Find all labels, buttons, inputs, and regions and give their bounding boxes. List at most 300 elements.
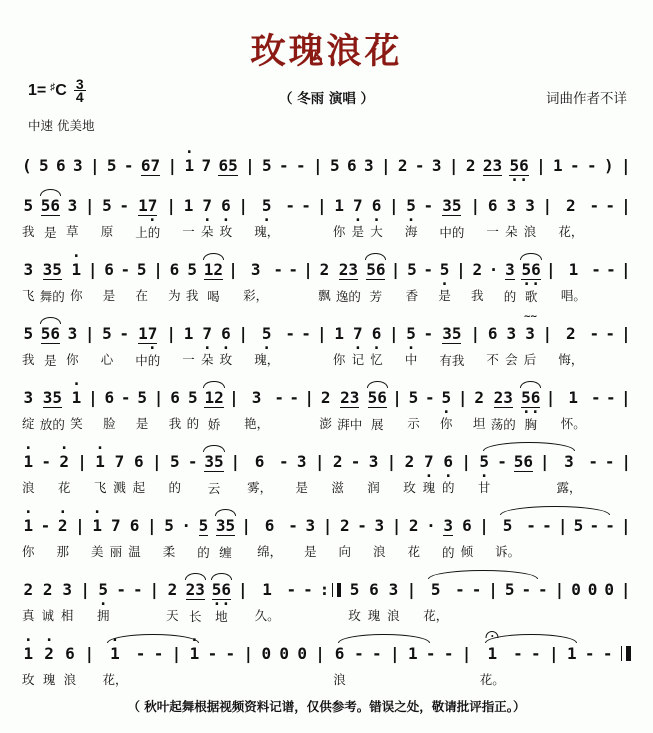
lyric-syllable: 胸 (524, 417, 537, 432)
lyric-syllable: 我 (185, 288, 199, 303)
dash: - (602, 644, 613, 663)
lyric-syllable: 是 (304, 544, 317, 559)
barline: | (243, 644, 254, 663)
lyric-syllable: 那 (56, 544, 69, 559)
barline: | (313, 156, 323, 175)
barline: | (548, 644, 559, 663)
lyric-syllable: 在 (135, 288, 148, 303)
dash: - (423, 196, 434, 215)
note: 5 我 (22, 196, 35, 239)
lyric-syllable: 记 (351, 352, 365, 367)
octave-dot-below: · (440, 275, 450, 293)
octave-dot-below: · (441, 403, 451, 421)
note: 5 玫 (348, 580, 361, 623)
lyric-syllable: 瑰 (367, 608, 381, 623)
dash: - (285, 196, 296, 215)
barline: | (166, 196, 177, 215)
lyric-syllable: 逸的 (335, 289, 361, 304)
note: 35 云 (204, 442, 223, 496)
note: 23 逸的 (335, 260, 361, 304)
note: 12 喝 (204, 250, 223, 304)
octave-dot-below: · (443, 467, 453, 485)
octave-dot-below: · (202, 339, 212, 357)
barline: | (470, 324, 481, 343)
barline: | (546, 260, 556, 279)
note: 5 的 (197, 516, 210, 560)
barline: | (542, 324, 553, 343)
note: 5 我 (185, 260, 199, 303)
slur-arc (520, 381, 541, 388)
lyric-syllable: 放的 (39, 417, 65, 432)
note: 6 · 的 (441, 452, 455, 495)
barline: | (88, 388, 98, 407)
lyric-syllable: 海 (404, 224, 418, 239)
dash: - (120, 388, 131, 407)
barline: | (245, 156, 255, 175)
note: 6 · 大 (370, 196, 383, 239)
octave-dot-below: ·· (522, 275, 541, 293)
lyric-syllable: 起 (132, 480, 146, 495)
barline: | (390, 260, 401, 279)
rest: 0 (279, 644, 290, 663)
time-signature-denominator: 4 (75, 89, 84, 105)
note: 3 草 (66, 196, 79, 239)
note: 6 一 (486, 196, 499, 239)
lyric-syllable: 诉。 (495, 544, 521, 559)
dash: - (531, 644, 541, 663)
slur-arc (215, 509, 236, 516)
slur-arc (40, 317, 61, 324)
lyric-syllable: 溅 (113, 480, 126, 495)
note: 6 倾 (460, 516, 474, 559)
barline: | (621, 260, 631, 279)
lyric-syllable: 你 (440, 416, 453, 431)
note: 56 ·· 歌 (521, 250, 540, 304)
dash: - (443, 644, 454, 663)
note: 56 展 (368, 378, 387, 432)
header-meta (0, 78, 653, 114)
octave-dot-below: · (353, 339, 363, 357)
lyric-syllable: 云 (207, 481, 221, 496)
score-line-7 (22, 503, 631, 560)
slur-arc (185, 573, 206, 580)
lyric-syllable: 飞 (22, 288, 35, 303)
lyric-syllable: 浪 (373, 544, 386, 559)
barline: | (391, 516, 402, 535)
octave-dot-below: · (406, 339, 416, 357)
note: 6 温 (128, 516, 141, 559)
augmentation-dot: · (488, 260, 499, 279)
lyric-syllable: 的 (503, 289, 517, 304)
octave-dot-above: · (110, 631, 120, 649)
lyric-syllable: 真 (22, 608, 35, 623)
lyric-syllable: 怀。 (560, 416, 586, 431)
note: 35 有我 (439, 324, 465, 368)
note: 5 是 (135, 388, 149, 431)
octave-dot-above: · (58, 503, 68, 521)
note: 1 · 笑 (70, 375, 83, 431)
dash: - (471, 580, 482, 599)
note: 5 柔 (162, 516, 176, 559)
barline: | (153, 388, 164, 407)
note: 6 · 玫 (219, 196, 233, 239)
barline: | (303, 260, 313, 279)
lyric-syllable: 天 (166, 608, 179, 623)
lyric-syllable: 为 (168, 288, 181, 303)
octave-dot-above: · (44, 631, 54, 649)
slur-arc (211, 573, 232, 580)
note: 6 瑰 (367, 580, 381, 623)
performer: （ 冬雨 演唱 ） (278, 91, 375, 107)
lyric-syllable: 瑰 (42, 672, 56, 687)
dash: - (423, 260, 434, 279)
barline: | (238, 196, 248, 215)
note: 5 · 是 (438, 260, 451, 303)
note: 3 浪 (523, 196, 537, 239)
lyric-syllable: 草 (66, 224, 79, 239)
dash: - (605, 324, 615, 343)
dash: - (278, 452, 289, 471)
lyric-syllable: 拥 (96, 608, 110, 623)
barline: | (238, 324, 248, 343)
barline: | (457, 388, 468, 407)
lyric-syllable: 飘 (318, 288, 331, 303)
tempo-marking: 中速 优美地 (28, 118, 95, 133)
note: 56 ·· 胸 (521, 378, 540, 432)
dash: - (273, 260, 284, 279)
note: 5 示 (407, 388, 420, 431)
note: 5 · 瑰， (254, 196, 280, 239)
note: 35 舞的 (39, 260, 65, 304)
note: 3 你 (66, 324, 79, 367)
octave-dot-below: · (406, 211, 416, 229)
note: 5 我 (22, 324, 35, 367)
barline: | (388, 196, 399, 215)
barline: | (228, 260, 238, 279)
lyric-syllable: 不 (486, 352, 499, 367)
barline: | (75, 516, 85, 535)
lyric-syllable: 艳， (244, 416, 270, 431)
dash: - (40, 516, 51, 535)
score (22, 143, 631, 687)
octave-dot-below: ·· (510, 171, 529, 189)
slur-arc (367, 381, 388, 388)
dash: - (285, 324, 296, 343)
dash: - (606, 260, 616, 279)
lyric-syllable: 的 (186, 416, 200, 431)
barline: | (620, 156, 631, 175)
score-line-5 (22, 375, 631, 432)
note: 5 香 (405, 260, 419, 303)
note: 6 我 (168, 388, 182, 431)
octave-dot-below: · (138, 339, 157, 357)
dash: - (207, 644, 218, 663)
barline: | (557, 516, 568, 535)
lyric-syllable: 绵， (257, 544, 283, 559)
lyric-syllable: 的 (441, 545, 455, 560)
octave-dot-below: · (372, 339, 382, 357)
lyric-syllable: 笑 (70, 416, 83, 431)
lyric-syllable: 一 (486, 224, 499, 239)
lyric-syllable: 你 (332, 224, 346, 239)
barline: | (89, 156, 100, 175)
augmentation-dot: · (181, 516, 192, 535)
note: 1 怀。 (560, 388, 586, 431)
note: 7 溅 (113, 452, 126, 495)
lyric-syllable: 中的 (135, 353, 161, 368)
barline: | (542, 196, 553, 215)
octave-dot-below: · (372, 211, 382, 229)
lyric-syllable: 是 (102, 288, 116, 303)
barline: | (229, 388, 239, 407)
note: 5 · 甘 (478, 442, 491, 495)
lyric-syllable: 浪 (523, 224, 537, 239)
dash: - (301, 324, 311, 343)
note: 5 的 (186, 388, 200, 431)
dash: - (538, 580, 548, 599)
note: 3 (72, 156, 83, 175)
note: 7 · 记 (351, 324, 365, 367)
note: 7 · 瑰 (422, 452, 436, 495)
note: 1 久。 (254, 580, 280, 623)
note: 2 悔， (558, 324, 584, 367)
dash: - (286, 580, 297, 599)
lyric-syllable: 缠 (219, 545, 232, 560)
note: 2 澎 (319, 388, 332, 431)
song-title: 玫瑰浪花 (250, 31, 403, 72)
note: 2 坦 (472, 388, 486, 431)
parenthesis: ) (604, 156, 614, 175)
barline: | (171, 644, 182, 663)
dash: - (589, 324, 600, 343)
barline: | (536, 156, 546, 175)
lyric-syllable: 坦 (472, 416, 486, 431)
lyric-syllable: 心 (100, 352, 114, 367)
barline: | (153, 260, 163, 279)
note: 1 · 浪 (22, 439, 35, 495)
note: 65 (218, 156, 238, 175)
barline: | (392, 388, 402, 407)
lyric-syllable: 向 (338, 544, 352, 559)
barline: | (230, 452, 241, 471)
dash: - (116, 580, 127, 599)
barline: | (80, 580, 90, 599)
note: 3 浪 (387, 580, 400, 623)
dash: - (604, 452, 615, 471)
note: 3 润 (367, 452, 380, 495)
dash: - (354, 644, 364, 663)
lyric-syllable: 一 (182, 224, 195, 239)
barline: | (84, 324, 95, 343)
barline: | (488, 580, 498, 599)
barline: | (621, 516, 631, 535)
lyric-syllable: 朵 (200, 224, 214, 239)
note: 2 真 (22, 580, 35, 623)
lyric-syllable: 是 (351, 224, 365, 239)
lyric-syllable: 你 (22, 544, 35, 559)
note: 3 会 (505, 324, 518, 367)
barline: | (621, 452, 631, 471)
lyric-syllable: 长 (188, 609, 202, 624)
note: 1 · 你 (70, 247, 83, 303)
fermata (486, 631, 499, 638)
octave-dot-above: · (189, 631, 199, 649)
slur-arc (203, 381, 224, 388)
note: 6 脸 (103, 388, 116, 431)
note: 2 飘 (318, 260, 331, 303)
rest: 0 (571, 580, 581, 599)
note: 2 滋 (331, 452, 344, 495)
repeat-barline: : (320, 570, 342, 623)
barline: | (167, 156, 178, 175)
note: 2 (397, 156, 408, 175)
note: 2 天 (166, 580, 179, 623)
note: 6 雾， (247, 452, 273, 495)
lyric-syllable: 美 (90, 544, 104, 559)
lyric-syllable: 温 (128, 544, 141, 559)
dash: - (587, 156, 597, 175)
note: 3 ∼∼ 后 (523, 312, 537, 367)
note: 5 在 (135, 260, 148, 303)
composer-credit: 词曲作者不详 (546, 91, 627, 107)
note: 1 · 你 (22, 503, 35, 559)
dash: - (303, 580, 313, 599)
dash: - (414, 156, 425, 175)
lyric-syllable: 娇 (207, 417, 221, 432)
score-line-3 (22, 247, 631, 304)
barline: | (621, 324, 631, 343)
dash: - (423, 324, 434, 343)
note: 3 浪 (373, 516, 386, 559)
lyric-syllable: 花， (423, 608, 449, 623)
note: 35 中的 (439, 196, 465, 240)
score-line-8 (22, 570, 631, 624)
note: 23 湃中 (337, 388, 363, 432)
score-line-2 (22, 186, 631, 240)
octave-dot-above: · (184, 143, 194, 161)
note: 17 · 上的 (135, 196, 161, 240)
lyric-syllable: 湃中 (337, 417, 363, 432)
note: 2 · 花 (57, 439, 71, 495)
lyric-syllable: 是 (438, 288, 451, 303)
note: 2 · 瑰 (42, 631, 56, 687)
note: 2 诚 (41, 580, 54, 623)
key-label: 1= (28, 81, 47, 99)
note: 6 · 玫 (219, 324, 233, 367)
lyric-syllable: 瑰 (422, 480, 436, 495)
lyric-syllable: 地 (215, 609, 228, 624)
key-tonic: C (55, 81, 67, 99)
dash: - (591, 260, 601, 279)
note: 56 是 (41, 314, 60, 368)
score-line-9 (22, 631, 631, 687)
lyric-syllable: 脸 (103, 416, 116, 431)
octave-dot-above: · (23, 503, 33, 521)
barline: | (151, 452, 162, 471)
dash: - (350, 452, 361, 471)
note: 17 · 中的 (135, 324, 161, 368)
octave-dot-above: · (71, 247, 81, 265)
note: 1 (553, 156, 563, 175)
score-line-1 (22, 143, 631, 189)
note: 3 是 (304, 516, 317, 559)
lyric-syllable: 玫 (22, 672, 35, 687)
dash: - (521, 580, 532, 599)
note: 6 浪 (63, 644, 77, 687)
note: 5 心 (100, 324, 114, 367)
note: 5 花， (423, 570, 448, 623)
octave-dot-below: · (202, 211, 212, 229)
lyric-syllable: 的 (168, 480, 182, 495)
dash: - (120, 260, 131, 279)
note: 2 花， (558, 196, 584, 239)
lyric-syllable: 花 (407, 544, 420, 559)
dash: - (225, 644, 236, 663)
note: 56 是 (41, 186, 60, 240)
dash: - (455, 580, 465, 599)
barline: | (456, 260, 466, 279)
note: 3 飞 (22, 260, 35, 303)
lyric-syllable: 花， (102, 672, 128, 687)
note: 7 (201, 156, 212, 175)
dash: - (279, 156, 289, 175)
dash: - (135, 644, 146, 663)
barline: | (539, 452, 550, 471)
lyric-syllable: 朵 (505, 224, 518, 239)
dash: - (301, 196, 311, 215)
lyric-syllable: 浪 (387, 608, 400, 623)
note: 3 的 (441, 516, 455, 560)
slur-arc (203, 253, 224, 260)
octave-dot-below: · (353, 211, 363, 229)
lyric-syllable: 上的 (135, 225, 161, 240)
barline: | (470, 196, 481, 215)
mordent-ornament: ∼∼ (523, 312, 537, 322)
lyric-syllable: 是 (295, 480, 308, 495)
dash: - (289, 388, 300, 407)
lyric-syllable: 瑰， (254, 224, 280, 239)
octave-dot-below: · (98, 595, 108, 613)
note: 2 · 那 (56, 503, 69, 559)
lyric-syllable: 是 (135, 416, 149, 431)
lyric-syllable: 诚 (41, 608, 54, 623)
dash: - (605, 196, 615, 215)
note: 1 你 (332, 324, 346, 367)
note: 1 · 玫 (22, 631, 35, 687)
slur-arc (520, 253, 541, 260)
lyric-syllable: 是 (44, 353, 57, 368)
note: 23 长 (186, 570, 205, 624)
note: 1 · 飞 (93, 439, 107, 495)
dash: - (606, 388, 616, 407)
note: 3 相 (60, 580, 74, 623)
barline: | (554, 580, 565, 599)
rest: 0 (261, 644, 272, 663)
lyric-syllable: 会 (505, 352, 518, 367)
note: 23 (482, 156, 503, 175)
lyric-syllable: 芳 (369, 289, 383, 304)
lyric-syllable: 玫 (348, 608, 361, 623)
lyric-syllable: 你 (66, 352, 79, 367)
note: 1 花。 (480, 634, 505, 687)
lyric-syllable: 滋 (331, 480, 344, 495)
note: 5 的 (168, 452, 182, 495)
note: 2 (465, 156, 476, 175)
dash: - (119, 324, 130, 343)
note: 35 缠 (216, 506, 235, 560)
note: 7 · 朵 (200, 324, 214, 367)
lyric-syllable: 瑰， (254, 352, 280, 367)
